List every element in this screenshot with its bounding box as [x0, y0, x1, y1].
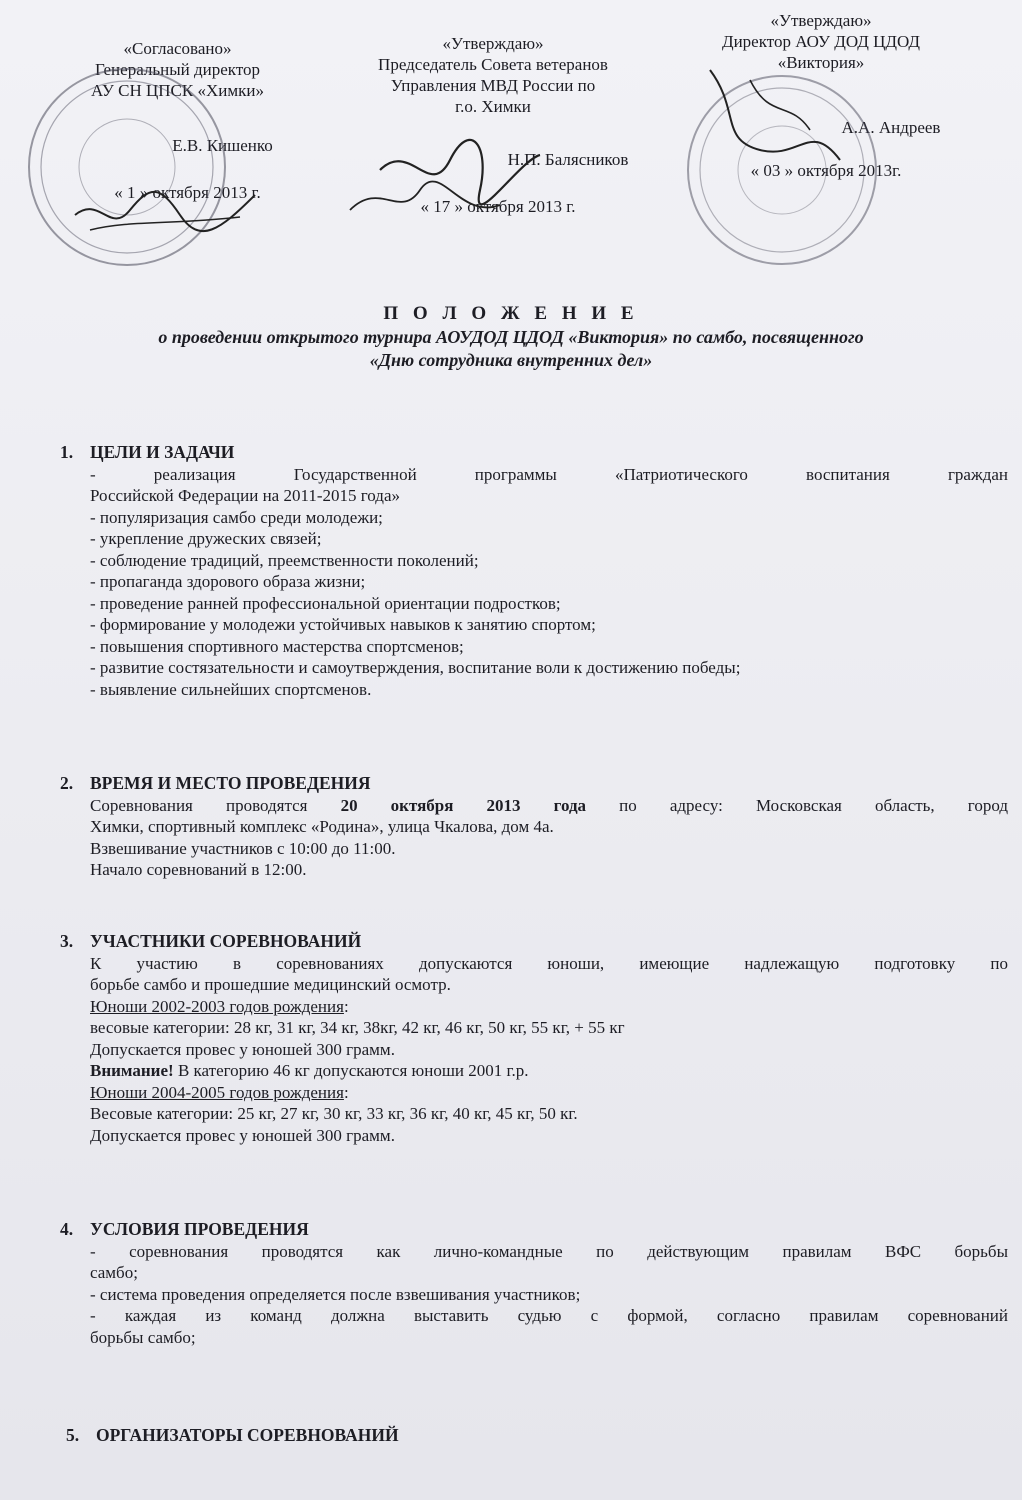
- approval-middle-line: Управления МВД России по: [390, 76, 596, 95]
- age-group-heading: [90, 1082, 1008, 1104]
- document-subtitle-line2: «Дню сотрудника внутренних дел»: [369, 350, 653, 370]
- list-item: - соревнования проводятся как лично-командные по действующим правилам ВФС борьбы: [90, 1241, 1008, 1261]
- list-item: - популяризация самбо среди молодежи;: [90, 507, 383, 527]
- approval-middle-line: Председатель Совета ветеранов: [378, 55, 608, 74]
- list-item: - развитие состязательности и самоутверждения, воспитание воли к достижению победы;: [90, 658, 741, 677]
- list-item: - соблюдение традиций, преемственности поколений;: [90, 550, 479, 570]
- section-time-place: [60, 773, 1008, 881]
- approval-middle-line: «Утверждаю»: [442, 34, 544, 53]
- section-heading: [60, 1219, 1008, 1241]
- signature-middle: [340, 130, 580, 230]
- approval-right-line: Директор АОУ ДОД ЦДОД: [721, 32, 921, 51]
- list-item: - повышения спортивного мастерства спортсменов;: [90, 636, 464, 656]
- text-run: В категорию 46 кг допускаются юноши 2001 г.р.: [173, 1061, 529, 1080]
- approval-middle-line: г.о. Химки: [455, 97, 531, 116]
- section-number: 5.: [66, 1425, 80, 1445]
- attention-label: Внимание!: [90, 1061, 174, 1080]
- section-heading: [66, 1425, 1014, 1447]
- approval-left-name: Е.В. Кишенко: [172, 136, 273, 155]
- approval-right-line: «Утверждаю»: [770, 11, 872, 30]
- section-title: ВРЕМЯ И МЕСТО ПРОВЕДЕНИЯ: [90, 773, 371, 793]
- approval-middle-name: Н.П. Балясников: [507, 150, 629, 169]
- section-heading: [60, 931, 1008, 953]
- weight-categories: Весовые категории: 25 кг, 27 кг, 30 кг, 33 кг, 36 кг, 40 кг, 45 кг, 50 кг.: [90, 1104, 578, 1123]
- section-title: УСЛОВИЯ ПРОВЕДЕНИЯ: [90, 1219, 309, 1239]
- paragraph-line: К участию в соревнованиях допускаются юноши, имеющие надлежащую подготовку по: [90, 953, 1008, 973]
- section-heading: [60, 773, 1008, 795]
- section-conditions: [60, 1219, 1008, 1348]
- start-time: Начало соревнований в 12:00.: [90, 860, 307, 879]
- section-body: [90, 1241, 1008, 1349]
- weigh-in-time: Взвешивание участников с 10:00 до 11:00.: [90, 838, 396, 858]
- list-item: самбо;: [90, 1263, 138, 1282]
- list-item: борьбы самбо;: [90, 1327, 196, 1347]
- section-title: УЧАСТНИКИ СОРЕВНОВАНИЙ: [90, 931, 362, 951]
- paragraph-line: Допускается провес у юношей 300 грамм.: [90, 1125, 395, 1145]
- age-group-label: Юноши 2002-2003 годов рождения: [90, 996, 344, 1016]
- section-title: ОРГАНИЗАТОРЫ СОРЕВНОВАНИЙ: [96, 1425, 399, 1445]
- list-item: - проведение ранней профессиональной ориентации подростков;: [90, 593, 561, 613]
- approval-right-date: « 03 » октября 2013г.: [750, 161, 902, 180]
- section-participants: [60, 931, 1008, 1146]
- list-item: - каждая из команд должна выставить судью с формой, согласно правилам соревнований: [90, 1306, 1008, 1325]
- text-run: :: [343, 1082, 349, 1102]
- list-item: - реализация Государственной программы «Патриотического воспитания граждан: [90, 464, 1008, 484]
- section-body: [90, 464, 1008, 701]
- approval-left-line: АУ СН ЦПСК «Химки»: [91, 81, 264, 100]
- document-subtitle-line1: о проведении открытого турнира АОУДОД ЦДОД «Виктория» по самбо, посвященного: [158, 327, 864, 347]
- paragraph-line: борьбе самбо и прошедшие медицинский осмотр.: [90, 975, 451, 994]
- event-date: 20 октября 2013 года: [340, 795, 587, 815]
- list-item: - пропаганда здорового образа жизни;: [90, 572, 366, 591]
- section-number: 2.: [60, 773, 74, 793]
- text-run: по адресу: Московская область, город: [586, 795, 1008, 815]
- section-number: 4.: [60, 1219, 74, 1239]
- list-item: - выявление сильнейших спортсменов.: [90, 679, 372, 699]
- attention-note: [90, 1060, 1008, 1082]
- list-item: Российской Федерации на 2011-2015 года»: [90, 486, 400, 505]
- text-run: :: [343, 996, 349, 1016]
- text-run: Соревнования проводятся: [90, 795, 341, 815]
- paragraph-line: Допускается провес у юношей 300 грамм.: [90, 1039, 395, 1059]
- signature-right: [690, 60, 870, 180]
- approval-left-line: Генеральный директор: [94, 60, 261, 79]
- section-number: 1.: [60, 442, 74, 462]
- section-heading: [60, 442, 1008, 464]
- paragraph-line: Химки, спортивный комплекс «Родина», улица Чкалова, дом 4а.: [90, 817, 554, 836]
- document-title: П О Л О Ж Е Н И Е: [383, 303, 639, 324]
- approval-left-line: «Согласовано»: [123, 39, 232, 58]
- signature-left: [70, 175, 260, 245]
- approval-right-line: «Виктория»: [777, 53, 865, 72]
- age-group-label: Юноши 2004-2005 годов рождения: [90, 1082, 344, 1102]
- paragraph-line: [90, 795, 1008, 817]
- list-item: - формирование у молодежи устойчивых навыков к занятию спортом;: [90, 615, 596, 634]
- approval-left-date: « 1 » октября 2013 г.: [114, 183, 261, 202]
- document-title-block: [0, 302, 1022, 372]
- section-body: [90, 795, 1008, 881]
- list-item: - укрепление дружеских связей;: [90, 529, 322, 548]
- list-item: - система проведения определяется после взвешивания участников;: [90, 1284, 581, 1304]
- approval-middle-date: « 17 » октября 2013 г.: [420, 197, 576, 216]
- section-title: ЦЕЛИ И ЗАДАЧИ: [90, 442, 235, 462]
- age-group-heading: [90, 996, 1008, 1018]
- weight-categories: весовые категории: 28 кг, 31 кг, 34 кг, 38кг, 42 кг, 46 кг, 50 кг, 55 кг, + 55 кг: [90, 1018, 625, 1037]
- section-organizers: [66, 1425, 1014, 1447]
- section-body: [90, 953, 1008, 1147]
- approval-right-name: А.А. Андреев: [841, 118, 941, 137]
- section-number: 3.: [60, 931, 74, 951]
- section-goals: [60, 442, 1008, 700]
